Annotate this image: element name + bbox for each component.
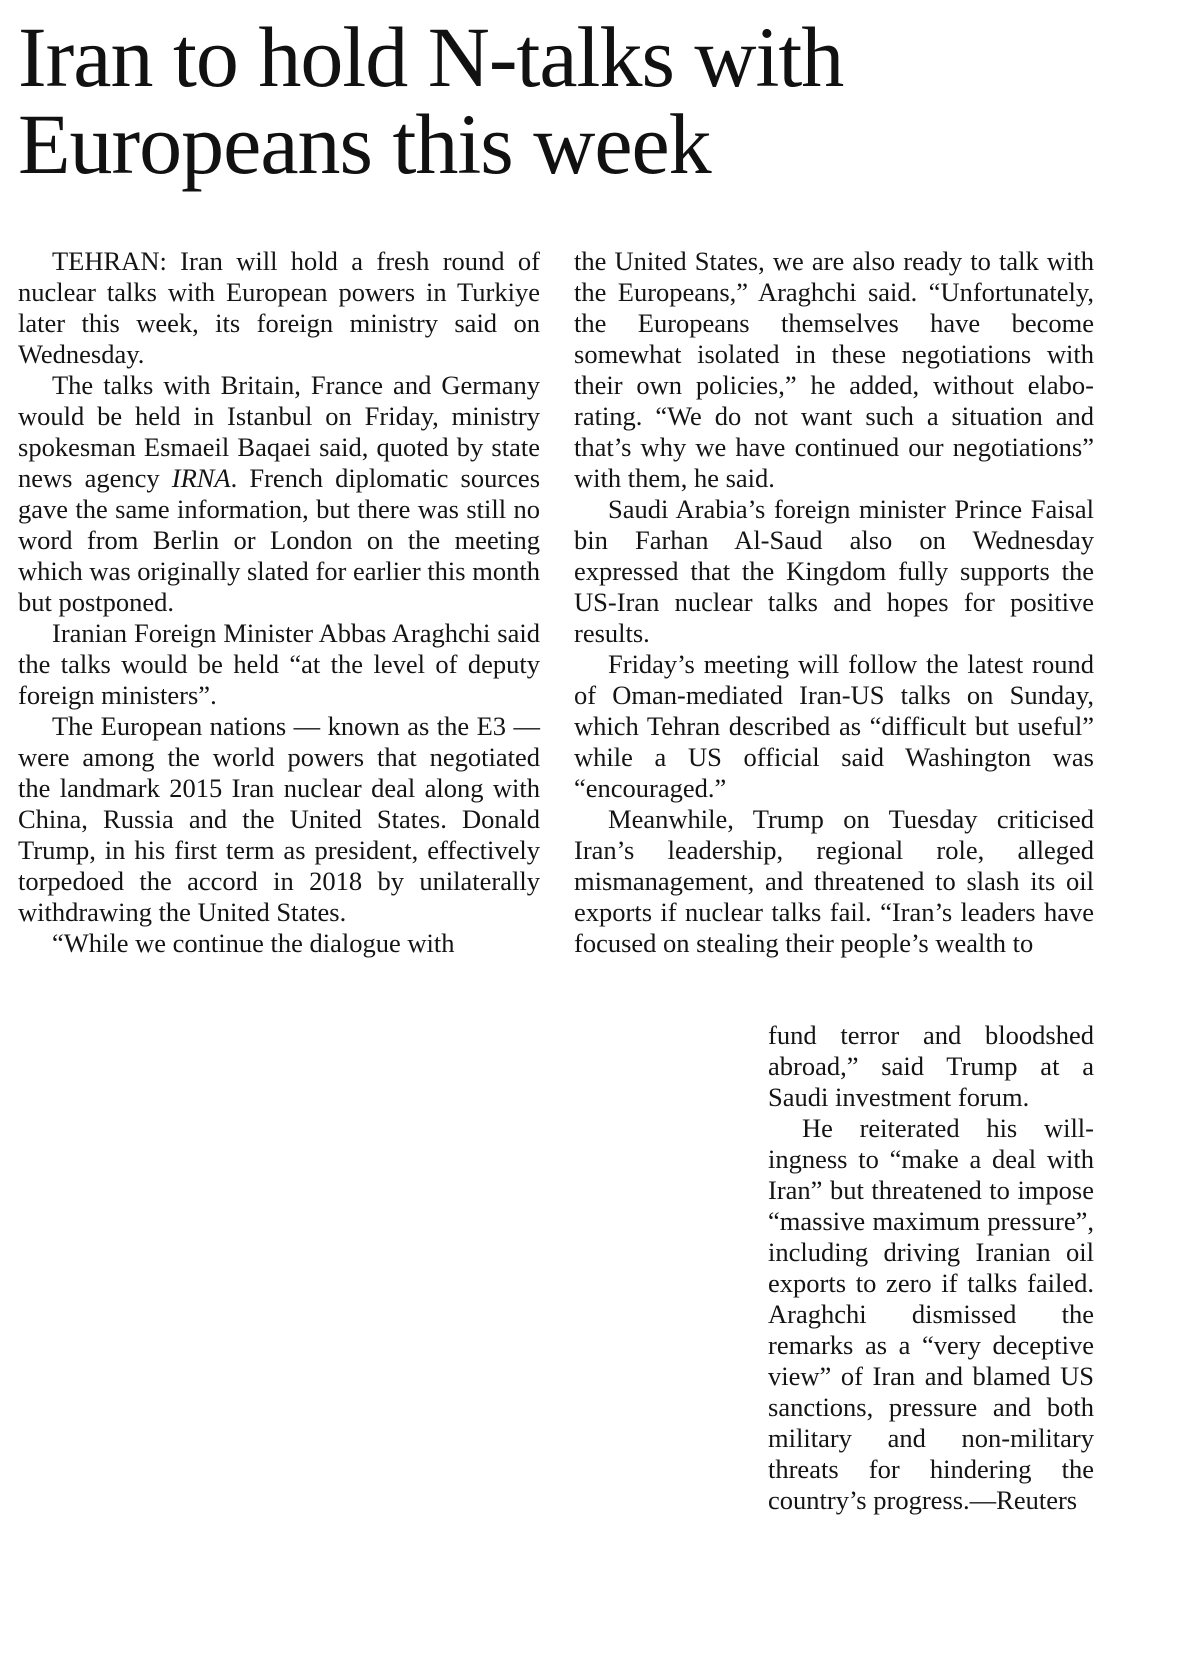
paragraph: The European nations — known as the E3 — were among the world powers that negotiated the landmark 2015 Iran nuclear deal along with China, Russia and the United States. Donald Trump, in his first term as president, effectively torpedoed the accord in 2018 by unilaterally withdrawing the United States. [18,711,540,927]
paragraph: Saudi Arabia’s foreign minister Prince Faisal bin Farhan Al-Saud also on Wednesday expressed that the Kingdom fully supports the US-Iran nuclear talks and hopes for positive results. [574,494,1094,648]
paragraph: TEHRAN: Iran will hold a fresh round of nuclear talks with European powers in Turkiye later this week, its foreign ministry said on Wednesday. [18,246,540,369]
paragraph-text: The talks with Britain, France and Germany would be held in Istanbul on Friday, ministry spokesman Esmaeil Baqaei said, quoted by state news agency [18,370,540,493]
paragraph: fund terror and bloodshed abroad,” said Trump at a Saudi investment forum. [768,1020,1094,1112]
agency-name: IRNA [171,463,231,493]
article-column-1 [18,246,540,959]
article-column-2 [574,246,1094,959]
paragraph [18,370,540,618]
paragraph-text: . French diplomatic sources gave the same information, but there was still no word from Berlin or London on the meeting which was originally slated for earlier this month but postponed. [18,463,541,617]
paragraph: Meanwhile, Trump on Tuesday criticised Iran’s leadership, regional role, alleged mismanagement, and threatened to slash its oil exports if nuclear talks fail. “Iran’s leaders have focused on stealing their people’s wealth to [574,804,1094,958]
paragraph: Friday’s meeting will follow the latest round of Oman-mediated Iran-US talks on Sunday, which Tehran described as “difficult but useful” while a US official said Washington was “encouraged.” [574,649,1094,803]
paragraph: Iranian Foreign Minister Abbas Araghchi said the talks would be held “at the level of deputy foreign ministers”. [18,618,540,710]
article-column-3 [768,1020,1094,1516]
paragraph: He reiterated his willingness to “make a deal with Iran” but threatened to impose “massive maximum pressure”, including driving Iranian oil exports to zero if talks failed. Araghchi dismissed the remarks as a “very deceptive view” of Iran and blamed US sanctions, pressure and both military and non-military threats for hindering the country’s progress.—Reuters [768,1113,1094,1515]
headline: Iran to hold N-talks with Europeans this week [18,9,844,192]
paragraph: the United States, we are also ready to talk with the Europeans,” Araghchi said. “Unfortunately, the Europeans themselves have become somewhat isolated in these negotiations with their own policies,” he added, without elaborating. “We do not want such a situation and that’s why we have continued our negotiations” with them, he said. [574,246,1094,493]
paragraph: “While we continue the dialogue with [52,928,455,958]
